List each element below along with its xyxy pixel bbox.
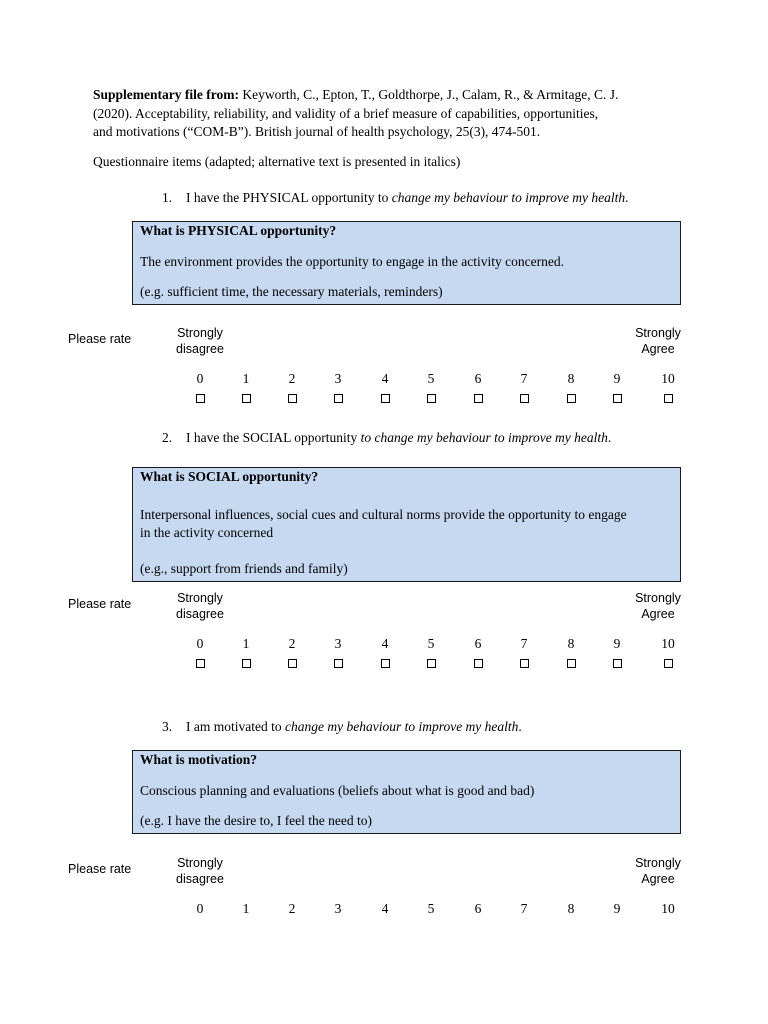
question-number: 3. (162, 719, 173, 734)
scale-number: 5 (427, 901, 435, 916)
scale-number: 0 (196, 371, 204, 386)
definition-box-social (132, 467, 681, 582)
scale-number: 8 (567, 371, 575, 386)
scale-number: 7 (520, 636, 528, 651)
anchor-line: Strongly (177, 856, 223, 870)
definition-example: (e.g. I have the desire to, I feel the need to) (140, 813, 373, 828)
scale-number: 2 (288, 901, 296, 916)
rating-checkbox-7[interactable] (520, 394, 529, 403)
scale-number: 9 (613, 636, 621, 651)
definition-title: What is SOCIAL opportunity? (140, 469, 319, 484)
scale-number: 7 (520, 371, 528, 386)
citation-lead: Supplementary file from: (93, 87, 239, 102)
scale-number: 9 (613, 371, 621, 386)
scale-number: 5 (427, 371, 435, 386)
anchor-line: Strongly (635, 326, 681, 340)
anchor-line: Strongly (177, 326, 223, 340)
please-rate-label: Please rate (68, 862, 132, 876)
scale-number: 10 (661, 371, 675, 386)
question-1 (162, 189, 629, 207)
anchor-line: disagree (176, 342, 224, 356)
definition-title: What is motivation? (140, 752, 258, 767)
scale-number: 6 (474, 901, 482, 916)
citation-authors: Keyworth, C., Epton, T., Goldthorpe, J., Calam, R., & Armitage, C. J. (238, 87, 619, 102)
rating-checkbox-5[interactable] (427, 659, 436, 668)
question-punct: . (625, 190, 629, 205)
rating-checkbox-10[interactable] (664, 659, 673, 668)
question-punct: . (607, 430, 612, 445)
definition-box-physical (132, 221, 681, 305)
anchor-line: Strongly (177, 591, 223, 605)
scale-number: 4 (381, 371, 389, 386)
anchor-line: Agree (641, 342, 675, 356)
question-text: I have the PHYSICAL opportunity to (186, 190, 392, 205)
anchor-strongly-disagree (165, 855, 235, 887)
scale-number: 10 (661, 636, 675, 651)
scale-number: 5 (427, 636, 435, 651)
rating-checkbox-0[interactable] (196, 394, 205, 403)
question-alt-text: change my behaviour to improve my health (284, 719, 519, 734)
rating-checkbox-4[interactable] (381, 659, 390, 668)
scale-number: 6 (474, 371, 482, 386)
scale-number: 3 (334, 371, 342, 386)
scale-number: 8 (567, 636, 575, 651)
anchor-strongly-disagree (165, 590, 235, 622)
definition-text: Interpersonal influences, social cues and cultural norms provide the opportunity to engage (140, 507, 627, 522)
scale-number: 4 (381, 901, 389, 916)
scale-number: 0 (196, 901, 204, 916)
rating-checkbox-2[interactable] (288, 394, 297, 403)
anchor-line: disagree (176, 607, 224, 621)
anchor-strongly-agree (623, 325, 693, 357)
scale-number: 9 (613, 901, 621, 916)
scale-number: 1 (242, 636, 250, 651)
anchor-line: Strongly (635, 856, 681, 870)
question-alt-text: to change my behaviour to improve my health (360, 430, 608, 445)
scale-number: 1 (242, 371, 250, 386)
anchor-strongly-agree (623, 855, 693, 887)
rating-checkbox-7[interactable] (520, 659, 529, 668)
rating-checkbox-6[interactable] (474, 394, 483, 403)
rating-checkbox-10[interactable] (664, 394, 673, 403)
please-rate-label: Please rate (68, 597, 132, 611)
rating-checkbox-1[interactable] (242, 394, 251, 403)
please-rate-label: Please rate (68, 332, 132, 346)
scale-number: 2 (288, 371, 296, 386)
question-text: I have the SOCIAL opportunity (186, 430, 361, 445)
scale-number: 6 (474, 636, 482, 651)
rating-checkbox-8[interactable] (567, 394, 576, 403)
rating-checkbox-0[interactable] (196, 659, 205, 668)
anchor-line: Strongly (635, 591, 681, 605)
rating-checkbox-5[interactable] (427, 394, 436, 403)
definition-text: The environment provides the opportunity to engage in the activity concerned. (140, 254, 564, 269)
definition-box-motivation (132, 750, 681, 834)
question-3 (162, 718, 522, 736)
scale-number: 0 (196, 636, 204, 651)
definition-title: What is PHYSICAL opportunity? (140, 223, 337, 238)
question-number: 1. (162, 190, 173, 205)
rating-checkbox-2[interactable] (288, 659, 297, 668)
rating-checkbox-6[interactable] (474, 659, 483, 668)
scale-number: 7 (520, 901, 528, 916)
anchor-line: Agree (641, 607, 675, 621)
scale-number: 1 (242, 901, 250, 916)
rating-checkbox-8[interactable] (567, 659, 576, 668)
anchor-strongly-disagree (165, 325, 235, 357)
scale-number: 8 (567, 901, 575, 916)
anchor-line: disagree (176, 872, 224, 886)
rating-checkbox-9[interactable] (613, 394, 622, 403)
question-2 (162, 429, 611, 447)
definition-text-cont: in the activity concerned (140, 525, 274, 540)
definition-example: (e.g. sufficient time, the necessary materials, reminders) (140, 284, 443, 299)
scale-number: 4 (381, 636, 389, 651)
rating-checkbox-3[interactable] (334, 659, 343, 668)
scale-number: 10 (661, 901, 675, 916)
anchor-strongly-agree (623, 590, 693, 622)
question-punct: . (518, 719, 522, 734)
rating-checkbox-1[interactable] (242, 659, 251, 668)
anchor-line: Agree (641, 872, 675, 886)
scale-number: 3 (334, 636, 342, 651)
rating-checkbox-9[interactable] (613, 659, 622, 668)
question-text: I am motivated to (186, 719, 285, 734)
scale-number: 2 (288, 636, 296, 651)
definition-text: Conscious planning and evaluations (beliefs about what is good and bad) (140, 783, 535, 798)
citation-journal: and motivations (“COM-B”). British journal of health psychology, 25(3), 474-501. (93, 124, 541, 139)
scale-number: 3 (334, 901, 342, 916)
citation-block (93, 86, 683, 142)
questionnaire-intro: Questionnaire items (adapted; alternative text is presented in italics) (93, 154, 461, 169)
question-number: 2. (162, 430, 173, 445)
rating-checkbox-3[interactable] (334, 394, 343, 403)
question-alt-text: change my behaviour to improve my health (391, 190, 626, 205)
citation-title: (2020). Acceptability, reliability, and validity of a brief measure of capabilities, opportunities, (93, 105, 599, 121)
rating-checkbox-4[interactable] (381, 394, 390, 403)
definition-example: (e.g., support from friends and family) (140, 561, 348, 576)
